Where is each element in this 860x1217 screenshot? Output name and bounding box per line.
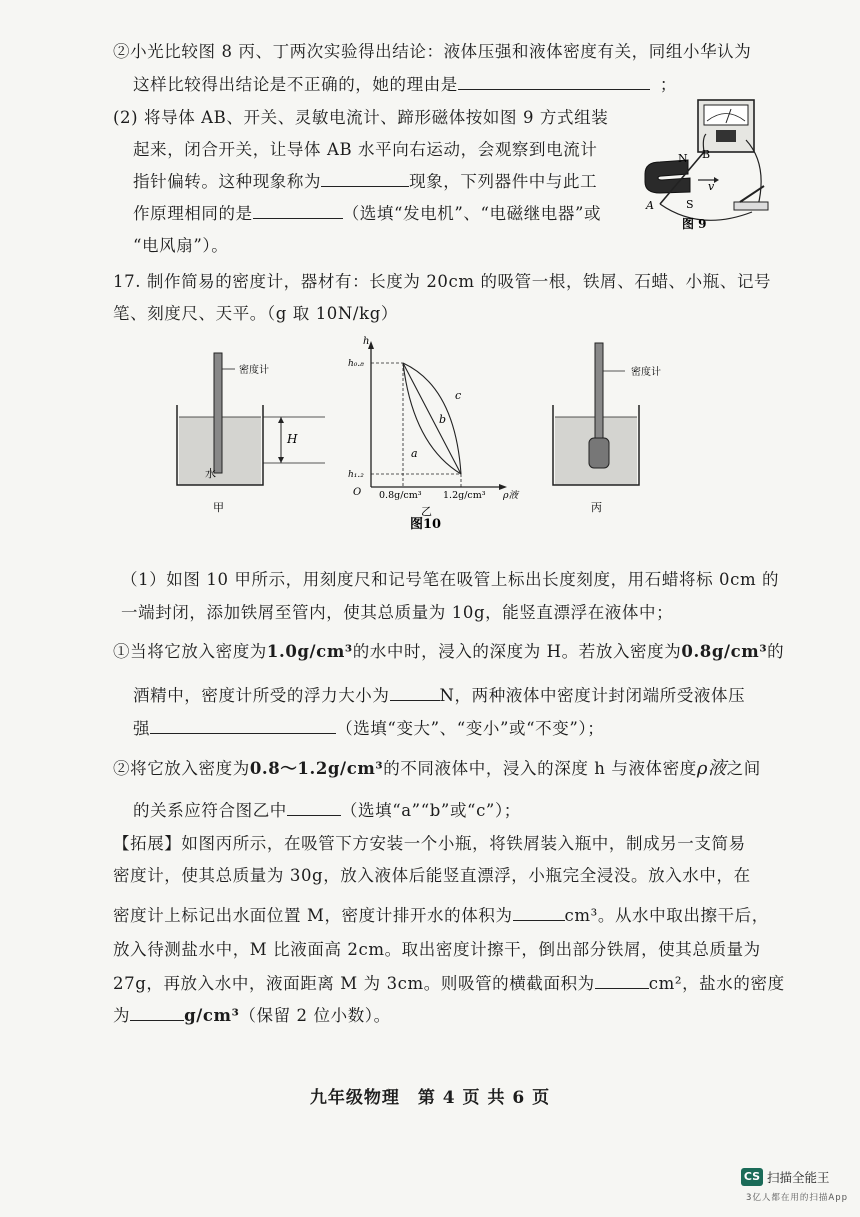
p1-line2: 一端封闭，添加铁屑至管内，使其总质量为 10g，能竖直漂浮在液体中； (121, 603, 674, 622)
label-a: A (646, 199, 654, 212)
p1-line1: （1）如图 10 甲所示，用刻度尺和记号笔在吸管上标出长度刻度，用石蜡将标 0cm 的 (121, 570, 780, 589)
text: N，两种液体中密度计封闭端所受液体压 (439, 686, 746, 705)
label-v: v (708, 180, 715, 193)
ext-line2: 密度计，使其总质量为 30g，放入液体后能竖直漂浮，小瓶完全浸没。放入水中，在 (113, 866, 751, 885)
text: 酒精中，密度计所受的浮力大小为 (133, 686, 390, 705)
galvanometer-terminal (716, 130, 736, 142)
figure-10-jia (177, 353, 325, 514)
answer-blank (253, 217, 343, 219)
density-value: 1.0g/cm³ (266, 642, 353, 661)
figure-9-caption: 图 9 (682, 217, 707, 231)
q16-2-line2: 起来，闭合开关，让导体 AB 水平向右运动，会观察到电流计 (133, 140, 598, 159)
text: 27g，再放入水中，液面距离 M 为 3cm。则吸管的横截面积为 (113, 974, 595, 993)
text: （选填“a”“b”或“c”）； (340, 801, 521, 820)
text: 的 (767, 642, 785, 661)
text: ①当将它放入密度为 (113, 642, 267, 661)
curve-c-label: c (455, 389, 462, 402)
answer-blank (458, 88, 650, 90)
unit: g/cm³ (184, 1006, 240, 1025)
text: （选填“变大”、“变小”或“不变”）； (336, 719, 605, 738)
tick-x2: 1.2g/cm³ (443, 490, 486, 501)
text: ②将它放入密度为 (113, 759, 250, 778)
ext-line3 (113, 902, 769, 926)
tick-h12: h₁.₂ (348, 470, 364, 480)
q16-2-line4 (133, 200, 601, 224)
small-bottle (589, 438, 609, 468)
answer-blank (390, 699, 440, 701)
label-n: N (678, 152, 688, 165)
text: 密度计上标记出水面位置 M，密度计排开水的体积为 (113, 906, 513, 925)
answer-blank (513, 919, 565, 921)
camscanner-name: 扫描全能王 (767, 1170, 830, 1185)
curve-a-label: a (411, 447, 418, 460)
text: 强 (133, 719, 151, 738)
camscanner-logo: CS (741, 1168, 763, 1186)
ext-line6 (113, 1002, 391, 1026)
densimeter-label: 密度计 (239, 365, 269, 376)
figure-10 (165, 335, 685, 535)
q16-2-line5: “电风扇”）。 (133, 236, 229, 255)
ext-line5 (113, 970, 785, 994)
text: 指针偏转。这种现象称为 (133, 172, 322, 191)
x-axis-label: ρ液 (503, 490, 519, 501)
switch (734, 202, 768, 210)
densimeter-straw (595, 343, 603, 438)
q16-2-line1: (2) 将导体 AB、开关、灵敏电流计、蹄形磁体按如图 9 方式组装 (113, 108, 609, 127)
answer-blank (150, 732, 336, 734)
answer-blank (130, 1019, 184, 1021)
ext-line1: 【拓展】如图丙所示，在吸管下方安装一个小瓶，将铁屑装入瓶中，制成另一支简易 (113, 834, 746, 853)
text: cm³。从水中取出擦干后， (564, 906, 769, 925)
page-footer: 九年级物理 第 4 页 共 6 页 (309, 1088, 551, 1108)
s1-line2 (133, 682, 745, 706)
s1-line3 (133, 715, 604, 739)
subfigure-yi-label: 乙 (421, 505, 432, 518)
camscanner-tagline: 3亿人都在用的扫描App (746, 1193, 849, 1203)
y-axis-label: h (363, 336, 370, 347)
text: 现象，下列器件中与此工 (409, 172, 598, 191)
answer-blank (595, 987, 649, 989)
subfigure-jia-label: 甲 (213, 501, 224, 514)
figure-10-caption: 图10 (410, 517, 442, 532)
text: 作原理相同的是 (133, 204, 253, 223)
origin-label: O (353, 487, 362, 498)
text: 这样比较得出结论是不正确的，她的理由是 (133, 75, 458, 94)
water-label: 水 (205, 467, 216, 480)
rho-symbol: ρ液 (696, 758, 727, 779)
density-range: 0.8～1.2g/cm³ (249, 759, 384, 778)
figure-9 (640, 94, 775, 234)
s2-line2 (133, 797, 521, 821)
text: 的水中时，浸入的深度为 H。若放入密度为 (352, 642, 682, 661)
text: （选填“发电机”、“电磁继电器”或 (342, 204, 602, 223)
answer-blank (321, 185, 409, 187)
q16-subpart-2-line1: ②小光比较图 8 丙、丁两次实验得出结论：液体压强和液体密度有关，同组小华认为 (113, 42, 752, 61)
densimeter-label: 密度计 (631, 367, 661, 378)
q17-line1: 17. 制作简易的密度计，器材有：长度为 20cm 的吸管一根，铁屑、石蜡、小瓶、记号 (113, 272, 772, 291)
text: 之间 (726, 759, 761, 778)
text: （保留 2 位小数）。 (239, 1006, 391, 1025)
figure-10-bing (553, 343, 661, 514)
text: 的关系应符合图乙中 (133, 801, 287, 820)
ext-line4: 放入待测盐水中，M 比液面高 2cm。取出密度计擦干，倒出部分铁屑，使其总质量为 (113, 940, 761, 959)
answer-blank (287, 814, 341, 816)
text: cm²，盐水的密度 (648, 974, 785, 993)
densimeter-straw (214, 353, 222, 473)
s1-line1 (113, 638, 784, 662)
text: 为 (113, 1006, 131, 1025)
q16-subpart-2-line2 (133, 71, 677, 95)
s2-line1 (113, 754, 761, 780)
density-value: 0.8g/cm³ (681, 642, 768, 661)
label-b: B (702, 148, 711, 161)
figure-10-yi-graph (348, 336, 520, 518)
curve-b-label: b (439, 413, 447, 426)
subfigure-bing-label: 丙 (591, 501, 602, 514)
label-s: S (686, 198, 694, 211)
q16-2-line3 (133, 168, 597, 192)
q17-line2: 笔、刻度尺、天平。（g 取 10N/kg） (113, 304, 398, 323)
tick-x1: 0.8g/cm³ (379, 490, 422, 501)
text: 的不同液体中，浸入的深度 h 与液体密度 (383, 759, 697, 778)
tick-h08: h₀.₈ (348, 359, 364, 369)
text: ； (659, 75, 678, 94)
depth-label-h: H (287, 432, 298, 446)
